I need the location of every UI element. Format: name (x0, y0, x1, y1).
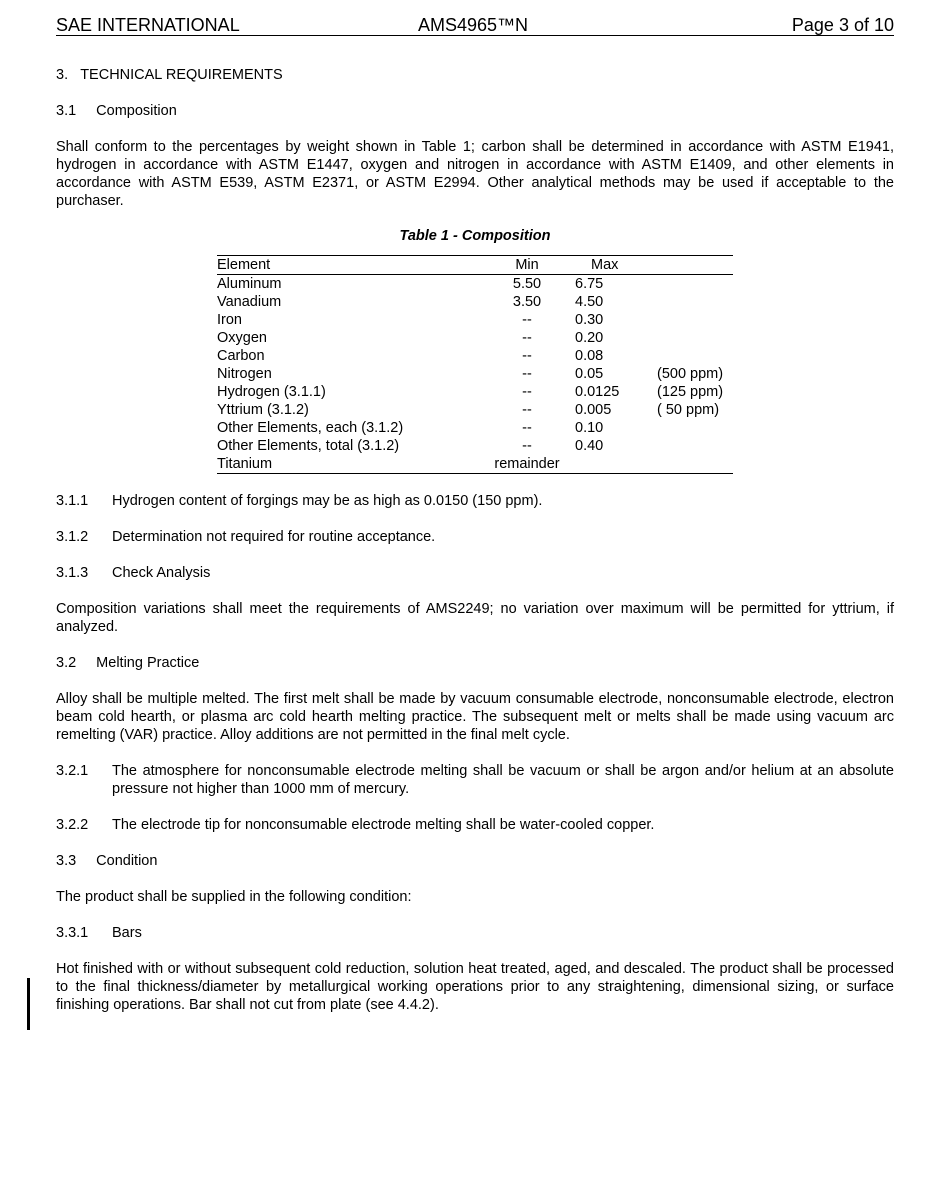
table-row (217, 275, 733, 294)
section-number: 3.1.1 (56, 493, 89, 509)
cell-element: Nitrogen (217, 366, 272, 382)
table-header-row (217, 256, 733, 275)
document-body (56, 66, 894, 1014)
section-title: Composition (96, 103, 177, 119)
section-number: 3.2.1 (56, 763, 89, 779)
cell-min: -- (522, 420, 532, 436)
cell-element: Carbon (217, 348, 265, 364)
cell-min: -- (522, 438, 532, 454)
cell-ppm (657, 275, 733, 294)
organization-name: SAE INTERNATIONAL (56, 15, 240, 35)
cell-min: 5.50 (512, 276, 542, 292)
section-3-1-heading (56, 102, 894, 120)
cell-ppm (657, 419, 733, 437)
cell-max: 0.20 (575, 330, 604, 346)
section-3-3-heading (56, 852, 894, 870)
section-number: 3.1 (56, 103, 77, 119)
table-row (217, 455, 733, 474)
section-3-1-3-heading (56, 564, 894, 582)
cell-element: Yttrium (3.1.2) (217, 402, 309, 418)
cell-ppm: (125 ppm) (657, 384, 724, 400)
cell-max: 0.40 (575, 438, 604, 454)
cell-max (575, 455, 657, 474)
cell-min: -- (522, 402, 532, 418)
cell-element: Titanium (217, 455, 479, 474)
cell-max: 6.75 (575, 276, 604, 292)
cell-element: Aluminum (217, 276, 282, 292)
cell-ppm (657, 329, 733, 347)
cell-ppm (657, 347, 733, 365)
section-text: Determination not required for routine acceptance. (112, 529, 436, 545)
header-min: Min (479, 256, 575, 275)
table-row (217, 311, 733, 329)
section-text: The electrode tip for nonconsumable electrode melting shall be water-cooled copper. (112, 817, 655, 833)
section-number: 3.3 (56, 853, 77, 869)
section-number: 3.2.2 (56, 817, 89, 833)
table-row (217, 329, 733, 347)
cell-min: -- (522, 366, 532, 382)
section-number: 3. (56, 67, 69, 83)
cell-element: Other Elements, total (3.1.2) (217, 438, 400, 454)
cell-min: remainder (479, 455, 575, 474)
section-3-1-text: Shall conform to the percentages by weight shown in Table 1; carbon shall be determined in accordance with ASTM E1941, hydrogen in accordance with ASTM E1447, oxygen and nitrogen in accordance with ASTM E1409, and other elements in accordance with ASTM E539, ASTM E2371, or ASTM E2994. Other analytical methods may be used if acceptable to the purchaser. (56, 139, 894, 209)
cell-max: 0.08 (575, 348, 604, 364)
cell-element: Iron (217, 312, 242, 328)
cell-min: -- (522, 348, 532, 364)
section-text: Hydrogen content of forgings may be as high as 0.0150 (150 ppm). (112, 493, 543, 509)
page-header (56, 15, 894, 36)
section-3-1-3-text: Composition variations shall meet the requirements of AMS2249; no variation over maximum will be permitted for yttrium, if analyzed. (56, 601, 894, 635)
section-3-3-text: The product shall be supplied in the following condition: (56, 889, 412, 905)
cell-max: 0.10 (575, 420, 604, 436)
section-3-2-2 (56, 816, 894, 834)
header-ppm (657, 256, 733, 275)
cell-max: 4.50 (575, 294, 604, 310)
section-3-3-1-text: Hot finished with or without subsequent cold reduction, solution heat treated, aged, and descaled. The product shall be processed to the final thickness/diameter by metallurgical working operations prior to any straightening, dimensional sizing, or surface finishing operations. Bar shall not cut from plate (see 4.4.2). (56, 961, 894, 1013)
section-number: 3.2 (56, 655, 77, 671)
table-row (217, 293, 733, 311)
cell-min: -- (522, 330, 532, 346)
table-row (217, 365, 733, 383)
section-title: Melting Practice (96, 655, 200, 671)
section-3-3-1-heading (56, 924, 894, 942)
table-row (217, 347, 733, 365)
table-row (217, 437, 733, 455)
cell-ppm (657, 455, 733, 474)
page-number: Page 3 of 10 (791, 15, 894, 35)
section-title: Condition (96, 853, 158, 869)
section-text: The atmosphere for nonconsumable electrode melting shall be vacuum or shall be argon and/or helium at an absolute pressure not higher than 1000 mm of mercury. (112, 763, 894, 797)
section-3-2-heading (56, 654, 894, 672)
table-row (217, 419, 733, 437)
cell-min: 3.50 (512, 294, 542, 310)
section-number: 3.1.2 (56, 529, 89, 545)
section-3-2-text: Alloy shall be multiple melted. The first melt shall be made by vacuum consumable electrode, nonconsumable electrode, electron beam cold hearth, or plasma arc cold hearth melting practice. The subsequent melt or melts shall be made using vacuum arc remelting (VAR) practice. Alloy additions are not permitted in the final melt cycle. (56, 691, 894, 743)
table-row (217, 383, 733, 401)
section-number: 3.1.3 (56, 565, 89, 581)
cell-max: 0.005 (575, 402, 612, 418)
section-3-2-1 (56, 762, 894, 798)
cell-ppm (657, 293, 733, 311)
cell-ppm: (500 ppm) (657, 366, 724, 382)
section-number: 3.3.1 (56, 925, 89, 941)
revision-change-bar (27, 978, 30, 1030)
cell-element: Other Elements, each (3.1.2) (217, 420, 404, 436)
cell-ppm (657, 437, 733, 455)
cell-min: -- (522, 312, 532, 328)
section-title: Check Analysis (112, 565, 211, 581)
cell-ppm: ( 50 ppm) (657, 402, 720, 418)
cell-element: Vanadium (217, 294, 282, 310)
section-3-heading (56, 66, 894, 84)
cell-max: 0.05 (575, 366, 604, 382)
cell-max: 0.0125 (575, 384, 620, 400)
document-id: AMS4965™N (418, 15, 529, 35)
header-element: Element (217, 256, 479, 275)
cell-element: Oxygen (217, 330, 267, 346)
table-caption: Table 1 - Composition (399, 228, 551, 244)
header-max: Max (575, 256, 657, 275)
table-row (217, 401, 733, 419)
composition-table (217, 255, 733, 474)
section-3-1-2 (56, 528, 894, 546)
cell-element: Hydrogen (3.1.1) (217, 384, 326, 400)
cell-ppm (657, 311, 733, 329)
section-title: Bars (112, 925, 142, 941)
cell-max: 0.30 (575, 312, 604, 328)
cell-min: -- (522, 384, 532, 400)
section-3-1-1 (56, 492, 894, 510)
section-title: TECHNICAL REQUIREMENTS (80, 67, 283, 83)
